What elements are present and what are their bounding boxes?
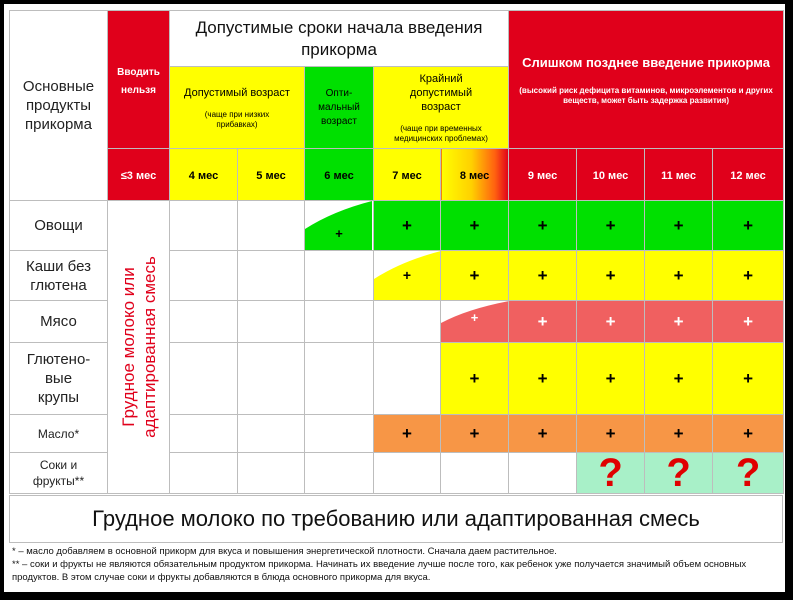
month-cell: 6 мес xyxy=(305,149,374,201)
month-cell: 12 мес xyxy=(713,149,784,201)
month-cell: 7 мес xyxy=(374,149,441,201)
transition-cell: + xyxy=(374,251,441,301)
product-meat: Мясо xyxy=(10,301,108,343)
footnote-butter: * – масло добавляем в основной прикорм для вкуса и повышения энергетической плотности. Сначала даем растительное. xyxy=(12,546,557,557)
product-butter: Масло* xyxy=(10,415,108,453)
breast-milk-vertical-cell: Грудное молоко или адаптированная смесь xyxy=(108,201,170,494)
bottom-banner: Грудное молоко по требованию или адаптированная смесь xyxy=(9,495,783,543)
question-mark: ? xyxy=(598,452,623,494)
month-cell: 5 мес xyxy=(238,149,305,201)
month-cell: ≤3 мес xyxy=(108,149,170,201)
footnote-juices: ** – соки и фрукты не являются обязательным продуктом прикорма. Начинать их введение лучше после того, как ребенок уже получается значимый объем основных продуктов. В этом случае соки и фрукты добавляются в блюда основного прикорма для вкуса. xyxy=(12,559,747,583)
allowed-age-header: Допустимый возраст (чаще при низких прибавках) xyxy=(170,67,305,149)
introduce-forbidden-header: Вводить нельзя xyxy=(108,11,170,149)
infographic-board xyxy=(4,4,785,592)
transition-cell: + xyxy=(305,201,374,251)
too-late-header: Слишком позднее введение прикорма (высокий риск дефицита витаминов, микроэлементов и других веществ, может быть задержка развития) xyxy=(509,11,784,149)
products-header: Основные продукты прикорма xyxy=(10,11,108,201)
month-cell: 9 мес xyxy=(509,149,577,201)
feeding-schedule-table: Основные продукты прикорма Вводить нельзя Допустимые сроки начала введения прикорма Слишком позднее введение прикорма (высокий риск дефицита витаминов, микроэлементов и других веществ, может быть задержка развития) Допустимый возраст (чаще при низких прибавках) Опти-мальный возраст Крайний допустимый возраст (чаще при временных медицинских проблемах) ≤3 мес 4 мес 5 мес 6 мес 7 мес 8 мес 9 мес 10 мес 11 мес 12 мес Овощи Грудное молоко или адаптированная смесь $_+$ + + + + + + Каши без глютена + + + + + + Мясо + + + + + Глютено-вые крупы + + + + + Масло* + + + + + + Соки и фрукты** ? ? ? xyxy=(9,10,784,494)
extreme-age-header: Крайний допустимый возраст (чаще при временных медицинских проблемах) xyxy=(374,67,509,149)
question-mark: ? xyxy=(666,452,691,494)
month-cell: 10 мес xyxy=(577,149,645,201)
allowed-terms-header: Допустимые сроки начала введения прикорма xyxy=(170,11,509,67)
month-cell: 11 мес xyxy=(645,149,713,201)
footnotes xyxy=(12,545,782,584)
question-mark: ? xyxy=(735,452,761,494)
optimal-age-header: Опти-мальный возраст xyxy=(305,67,374,149)
product-gluten-cereals: Глютено-вые крупы xyxy=(10,343,108,415)
month-cell: 4 мес xyxy=(170,149,238,201)
product-vegetables: Овощи xyxy=(10,201,108,251)
month-cell: 8 мес xyxy=(441,149,509,201)
product-gluten-free-porridge: Каши без глютена xyxy=(10,251,108,301)
product-juices-fruits: Соки и фрукты** xyxy=(10,453,108,494)
transition-cell: + xyxy=(441,301,509,343)
